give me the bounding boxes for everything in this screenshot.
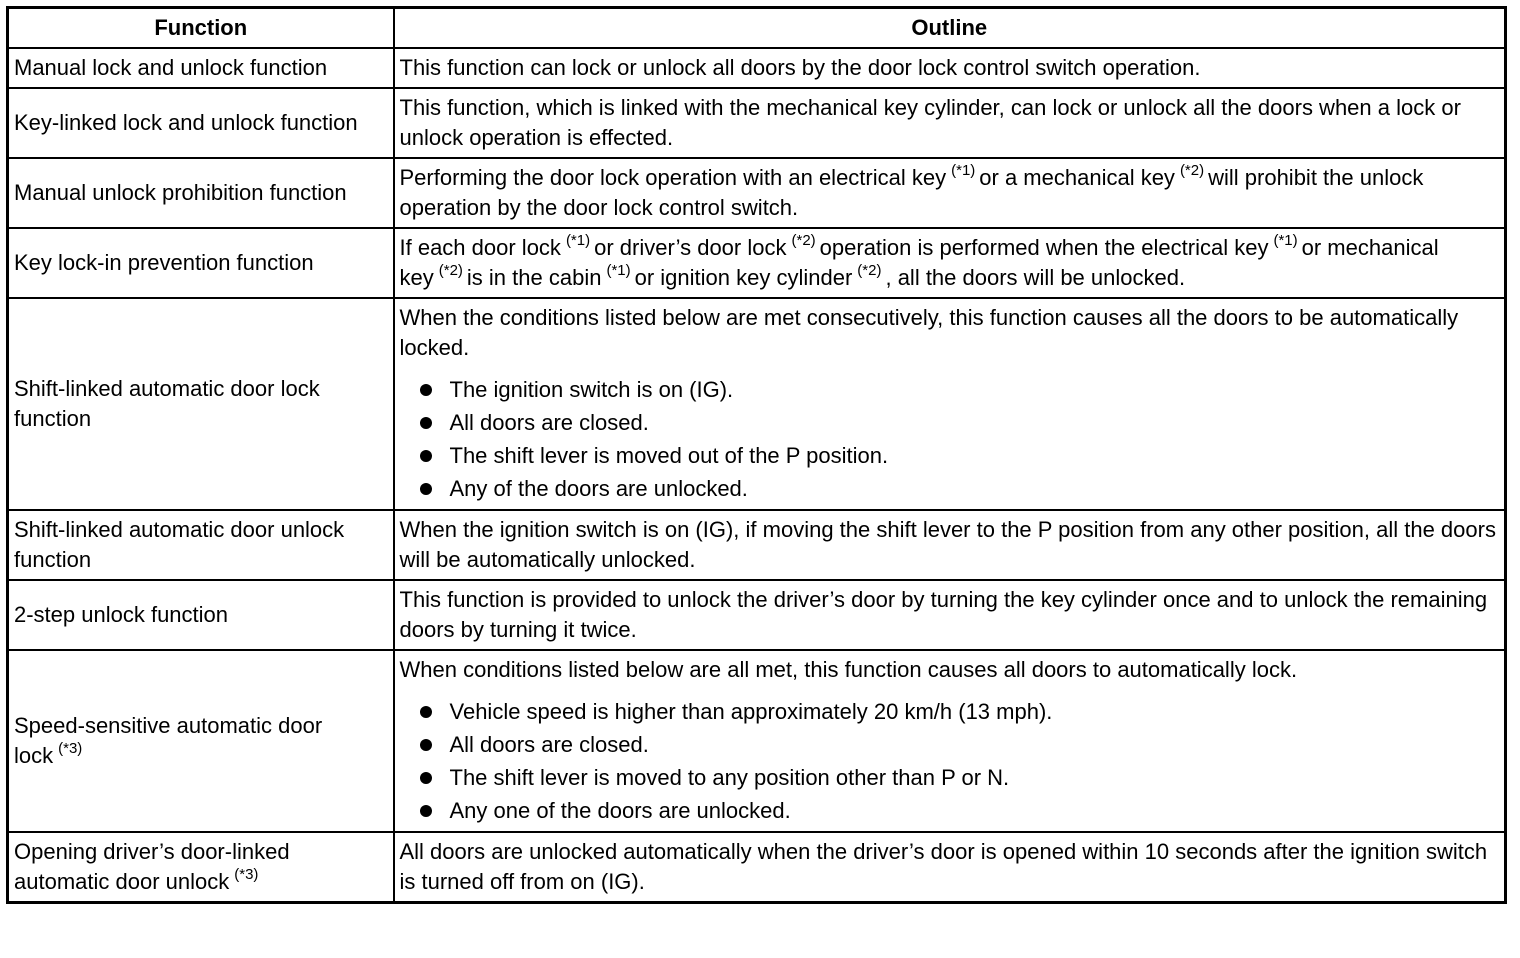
function-text: Opening driver’s door-linked automatic door unlock xyxy=(14,839,290,894)
bullet-icon xyxy=(420,805,432,817)
footnote-ref: (*1) xyxy=(565,232,591,249)
outline-text: If each door lock xyxy=(399,235,561,260)
function-outline-table xyxy=(6,6,1507,904)
bullet-icon xyxy=(420,706,432,718)
function-text: Speed-sensitive automatic door lock xyxy=(14,713,323,768)
list-item-text: Any of the doors are unlocked. xyxy=(449,476,748,501)
list-item-text: All doors are closed. xyxy=(449,410,649,435)
outline-cell: This function can lock or unlock all doors by the door lock control switch operation. xyxy=(394,48,1506,88)
function-cell xyxy=(8,650,394,832)
outline-text: or a mechanical key xyxy=(979,165,1175,190)
footnote-ref: (*2) xyxy=(1179,162,1205,179)
footnote-ref: (*3) xyxy=(58,740,83,757)
bullet-icon xyxy=(420,483,432,495)
outline-cell: This function, which is linked with the mechanical key cylinder, can lock or unlock all the doors when a lock or unlock operation is effected. xyxy=(394,88,1506,158)
outline-text: will prohibit the unlock operation by the door lock control switch. xyxy=(399,165,1424,220)
function-cell: Manual lock and unlock function xyxy=(8,48,394,88)
function-cell: Key-linked lock and unlock function xyxy=(8,88,394,158)
bullet-icon xyxy=(420,417,432,429)
outline-cell xyxy=(394,650,1506,832)
condition-list xyxy=(400,695,1500,827)
table-header-row xyxy=(8,8,1506,49)
table-row xyxy=(8,832,1506,903)
function-cell: 2-step unlock function xyxy=(8,580,394,650)
outline-cell: When the ignition switch is on (IG), if moving the shift lever to the P position from any other position, all the doors will be automatically unlocked. xyxy=(394,510,1506,580)
table-row xyxy=(8,650,1506,832)
function-cell: Shift-linked automatic door lock function xyxy=(8,298,394,510)
list-item xyxy=(400,728,1500,761)
outline-text: or ignition key cylinder xyxy=(634,265,853,290)
list-item xyxy=(400,439,1500,472)
list-item xyxy=(400,373,1500,406)
footnote-ref: (*1) xyxy=(606,262,631,279)
bullet-icon xyxy=(420,384,432,396)
list-item xyxy=(400,472,1500,505)
outline-text: , all the doors will be unlocked. xyxy=(885,265,1186,290)
list-item xyxy=(400,794,1500,827)
condition-list xyxy=(400,373,1500,505)
footnote-ref: (*1) xyxy=(951,162,976,179)
header-function: Function xyxy=(8,8,394,49)
function-cell: Key lock-in prevention function xyxy=(8,228,394,298)
list-item-text: The shift lever is moved to any position other than P or N. xyxy=(449,765,1010,790)
list-item-text: All doors are closed. xyxy=(449,732,649,757)
footnote-ref: (*1) xyxy=(1273,232,1298,249)
function-cell: Manual unlock prohibition function xyxy=(8,158,394,228)
bullet-icon xyxy=(420,450,432,462)
table-row xyxy=(8,88,1506,158)
list-item-text: The ignition switch is on (IG). xyxy=(449,377,734,402)
outline-cell: All doors are unlocked automatically when the driver’s door is opened within 10 seconds after the ignition switch is turned off from on (IG). xyxy=(394,832,1506,903)
outline-cell xyxy=(394,228,1506,298)
table-row xyxy=(8,48,1506,88)
list-item xyxy=(400,406,1500,439)
list-item-text: Vehicle speed is higher than approximately 20 km/h (13 mph). xyxy=(449,699,1053,724)
outline-cell: This function is provided to unlock the driver’s door by turning the key cylinder once and to unlock the remaining doors by turning it twice. xyxy=(394,580,1506,650)
outline-cell xyxy=(394,298,1506,510)
footnote-ref: (*2) xyxy=(791,232,816,249)
outline-intro: When conditions listed below are all met, this function causes all doors to automatically lock. xyxy=(399,657,1298,682)
list-item xyxy=(400,761,1500,794)
outline-text: or mechanical key xyxy=(399,235,1439,290)
outline-intro: When the conditions listed below are met consecutively, this function causes all the doors to be automatically locked. xyxy=(399,305,1459,360)
table-row xyxy=(8,228,1506,298)
table-row xyxy=(8,510,1506,580)
outline-text: is in the cabin xyxy=(466,265,602,290)
list-item xyxy=(400,695,1500,728)
bullet-icon xyxy=(420,739,432,751)
footnote-ref: (*2) xyxy=(438,262,463,279)
outline-cell xyxy=(394,158,1506,228)
table-row xyxy=(8,158,1506,228)
outline-text: or driver’s door lock xyxy=(594,235,787,260)
function-cell xyxy=(8,832,394,903)
footnote-ref: (*3) xyxy=(234,866,259,883)
bullet-icon xyxy=(420,772,432,784)
outline-text: operation is performed when the electrical key xyxy=(819,235,1269,260)
table-row xyxy=(8,580,1506,650)
outline-text: Performing the door lock operation with an electrical key xyxy=(399,165,947,190)
table-row xyxy=(8,298,1506,510)
list-item-text: The shift lever is moved out of the P position. xyxy=(449,443,889,468)
function-cell: Shift-linked automatic door unlock function xyxy=(8,510,394,580)
footnote-ref: (*2) xyxy=(857,262,882,279)
header-outline: Outline xyxy=(394,8,1506,49)
list-item-text: Any one of the doors are unlocked. xyxy=(449,798,791,823)
